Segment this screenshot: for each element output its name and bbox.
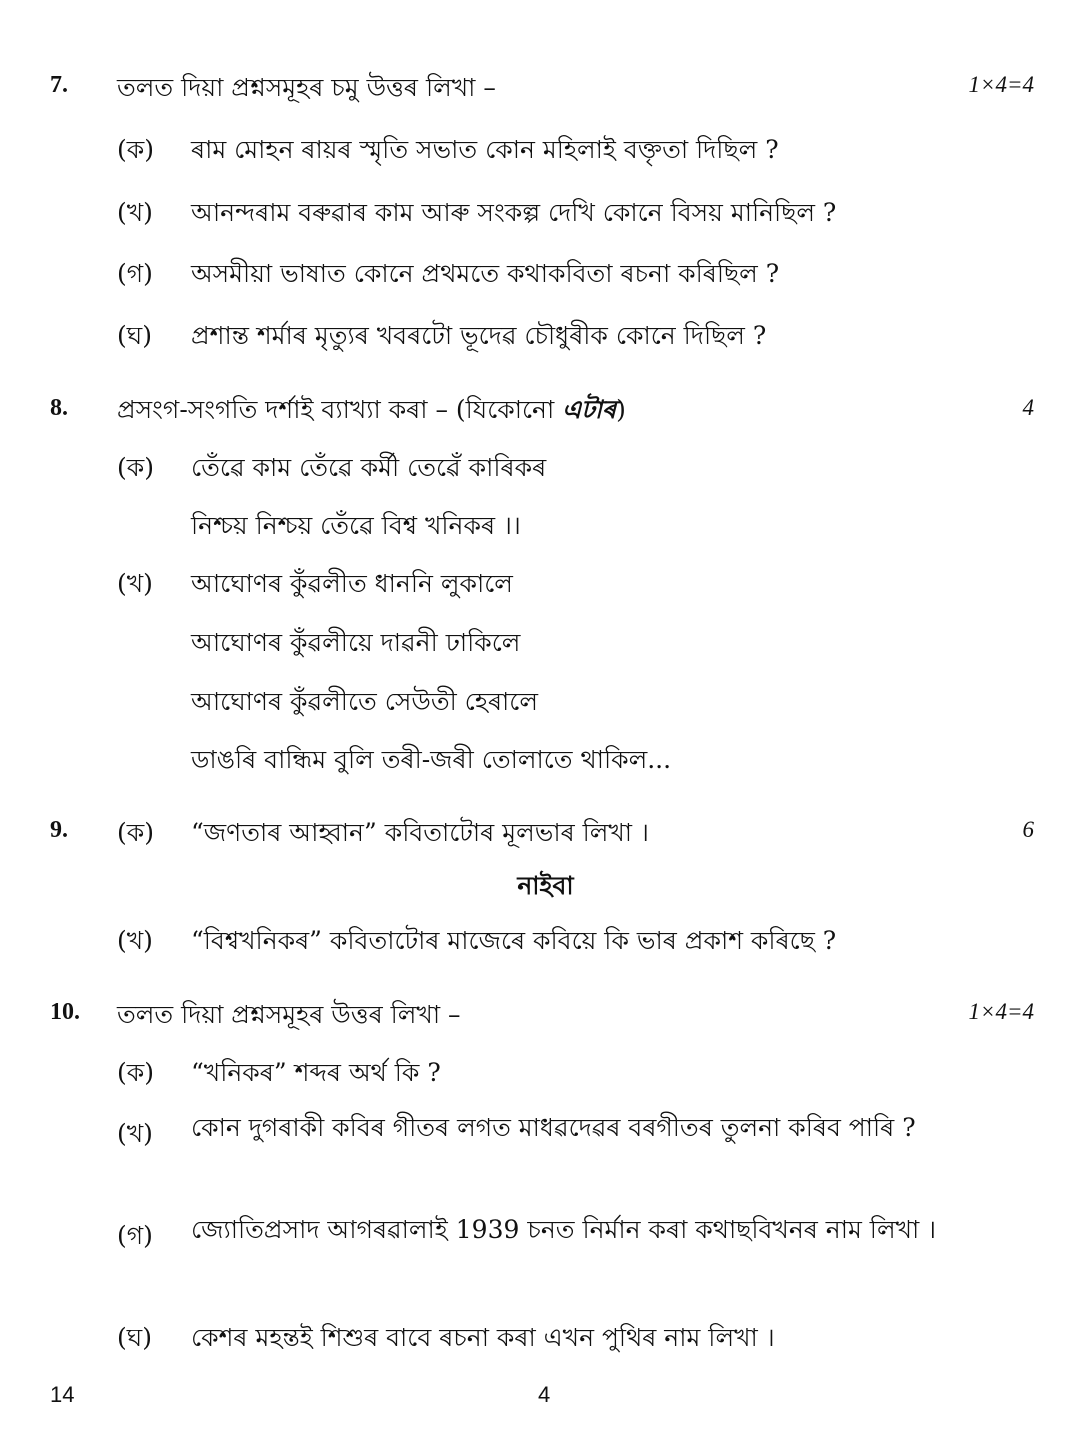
footer-code: 14 [50, 1382, 75, 1407]
q8-b-line-3: আঘোণৰ কুঁৱলীতে সেউতী হেৰালে [191, 687, 538, 716]
q8-b-line-2: আঘোণৰ কুঁৱলীয়ে দাৱনী ঢাকিলে [191, 628, 521, 657]
q7-marks: 1×4=4 [968, 72, 1034, 97]
q10-a-text: “খনিকৰ” শব্দৰ অৰ্থ কি ? [191, 1058, 441, 1087]
q10-c-text: জ্যোতিপ্ৰসাদ আগৰৱালাই 1939 চনত নিৰ্মান কৰা কথাছবিখনৰ নাম লিখা । [191, 1215, 937, 1244]
q8-a-label: (ক) [117, 453, 154, 482]
q10-a-label: (ক) [117, 1058, 154, 1087]
page-number: 4 [538, 1382, 551, 1407]
q8-b-line-4: ডাঙৰি বান্ধিম বুলি তৰী-জৰী তোলাতে থাকিল... [191, 745, 672, 774]
q8-instruction-text: প্ৰসংগ-সংগতি দৰ্শাই ব্যাখ্যা কৰা – (যিকোনো [117, 395, 563, 424]
q10-d-label: (ঘ) [117, 1323, 152, 1352]
q9-number: 9. [50, 817, 68, 843]
q7-d-text: প্ৰশান্ত শৰ্মাৰ মৃত্যুৰ খবৰটো ভূদেৱ চৌধুৰীক কোনে দিছিল ? [191, 321, 767, 350]
q7-number: 7. [50, 72, 68, 98]
q7-a-text: ৰাম মোহন ৰায়ৰ স্মৃতি সভাত কোন মহিলাই বক্তৃতা দিছিল ? [191, 135, 779, 164]
q7-a-label: (ক) [117, 135, 154, 164]
q8-b-line-1: আঘোণৰ কুঁৱলীত ধাননি লুকালে [191, 569, 513, 598]
q10-b-text: কোন দুগৰাকী কবিৰ গীতৰ লগত মাধৱদেৱৰ বৰগীতৰ তুলনা কৰিব পাৰি ? [191, 1113, 916, 1142]
q8-instruction [117, 390, 626, 433]
q8-close: ) [616, 395, 626, 424]
q8-a-line-1: তেঁৱে কাম তেঁৱে কৰ্মী তেৱেঁ কাৰিকৰ [191, 453, 547, 482]
q8-number: 8. [50, 395, 68, 421]
q9-b-text: “বিশ্বখনিকৰ” কবিতাটোৰ মাজেৰে কবিয়ে কি ভাৰ প্ৰকাশ কৰিছে ? [191, 926, 837, 955]
q10-c-label: (গ) [117, 1221, 153, 1250]
q10-d-text: কেশৰ মহন্তই শিশুৰ বাবে ৰচনা কৰা এখন পুথিৰ নাম লিখা । [191, 1323, 775, 1352]
q9-or-separator: নাইবা [517, 871, 574, 900]
q9-a-label: (ক) [117, 818, 154, 847]
q7-b-label: (খ) [117, 198, 153, 227]
q7-c-text: অসমীয়া ভাষাত কোনে প্ৰথমতে কথাকবিতা ৰচনা কৰিছিল ? [191, 259, 780, 288]
q10-number: 10. [50, 999, 80, 1025]
q9-marks: 6 [1022, 817, 1034, 842]
q8-b-label: (খ) [117, 569, 153, 598]
q8-emphasis: এটাৰ [562, 395, 617, 424]
q8-marks: 4 [1022, 395, 1034, 420]
q9-b-label: (খ) [117, 926, 153, 955]
q10-marks: 1×4=4 [968, 999, 1034, 1024]
q7-b-text: আনন্দৰাম বৰুৱাৰ কাম আৰু সংকল্প দেখি কোনে বিসয় মানিছিল ? [191, 198, 837, 227]
q8-a-line-2: নিশ্চয় নিশ্চয় তেঁৱে বিশ্ব খনিকৰ ।। [191, 511, 521, 540]
q9-a-text: “জণতাৰ আহ্বান” কবিতাটোৰ মূলভাৰ লিখা । [191, 818, 649, 847]
q7-c-label: (গ) [117, 259, 153, 288]
q10-instruction: তলত দিয়া প্ৰশ্নসমূহৰ উত্তৰ লিখা – [117, 1000, 461, 1029]
q10-b-label: (খ) [117, 1119, 153, 1148]
q7-instruction: তলত দিয়া প্ৰশ্নসমূহৰ চমু উত্তৰ লিখা – [117, 73, 496, 102]
q7-d-label: (ঘ) [117, 321, 152, 350]
